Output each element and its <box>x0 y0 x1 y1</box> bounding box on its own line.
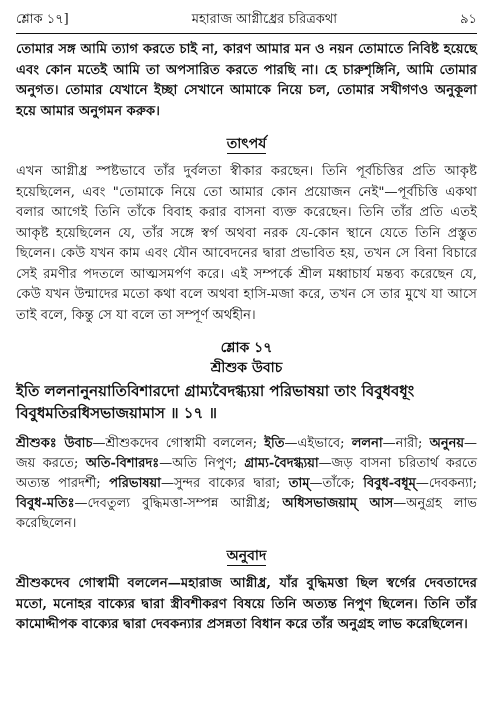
opening-paragraph: তোমার সঙ্গ আমি ত্যাগ করতে চাই না, কারণ আমার মন ও নয়ন তোমাতে নিবিষ্ট হয়েছে এবং কোন মতেই আমি তা অপসারিত করতে পারছি না। হে চারুশৃঙ্গিনি, আমি তোমার অনুগত। তোমার যেখানে ইচ্ছা সেখানে আমাকে নিয়ে চল, তোমার সখীগণও অনুকূলা হয়ে আমার অনুগমন করুক। <box>16 42 477 119</box>
translation-text: শ্রীশুকদেব গোস্বামী বললেন—মহারাজ আগ্নীধ্র, যাঁর বুদ্ধিমত্তা ছিল স্বর্গের দেবতাদের মতো, মনোহর বাক্যের দ্বারা স্ত্রীবশীকরণ বিষয়ে তিনি অত্যন্ত নিপুণ ছিলেন। তিনি তাঁর কামোদ্দীপক বাক্যের দ্বারা দেবকন্যার প্রসন্নতা বিধান করে তাঁর অনুগ্রহ লাভ করেছিলেন। <box>16 576 477 632</box>
synonym-meaning: শ্রীশুকদেব গোস্বামী বললেন <box>105 436 253 451</box>
synonym-meaning: জড় বাসনা চরিতার্থ করতে অত্যন্ত পারদর্শী <box>16 456 478 491</box>
purport-text: এখন আগ্নীধ্র স্পষ্টভাবে তাঁর দুর্বলতা স্বীকার করছেন। তিনি পূর্বচিত্তির প্রতি আকৃষ্ট হয়েছিলেন, এবং "তোমাকে নিয়ে তো আমার কোন প্রয়োজন নেই"—পূর্বচিত্তি একথা বলার আগেই তিনি তাঁকে বিবাহ করার বাসনা ব্যক্ত করেছেন। তিনি তাঁর প্রতি এতই আকৃষ্ট হয়েছিলেন যে, তাঁর সঙ্গে স্বর্গ অথবা নরক যে-কোন স্থানে যেতে তিনি প্রস্তুত ছিলেন। কেউ যখন কাম এবং যৌন আবেদনের দ্বারা প্রভাবিত হয়, তখন সে বিনা বিচারে সেই রমণীর পদতলে আত্মসমর্পণ করে। এই সম্পর্কে শ্রীল মধ্বাচার্য মন্তব্য করেছেন যে, কেউ যখন উন্মাদের মতো কথা বলে অথবা হাসি-মজা করে, তখন সে তার মুখে যা আসে তাই বলে, কিন্তু সে যা বলে তা সম্পূর্ণ অর্থহীন। <box>16 164 477 323</box>
synonym-term: তাম্ <box>288 476 310 491</box>
header-verse-ref: শ্লোক ১৭] <box>16 12 69 27</box>
synonym-meaning: দেবতুল্য বুদ্ধিমত্তা-সম্পন্ন আগ্নীধ্র <box>87 496 266 511</box>
synonym-term: বিবুধ-বধূম্ <box>363 476 416 491</box>
synonym-term: বিবুধ-মতিঃ <box>16 496 75 511</box>
synonym-term: ইতি <box>264 436 285 451</box>
synonyms: শ্রীশুকঃ উবাচ—শ্রীশুকদেব গোস্বামী বললেন; ইতি—এইভাবে; ললনা—নারী; অনুনয়—জয় করতে; অতি-বিশারদঃ—অতি নিপুণ; গ্রাম্য-বৈদগ্ধ্যয়া—জড় বাসনা চরিতার্থ করতে অত্যন্ত পারদর্শী; পরিভাষয়া—সুন্দর বাক্যের দ্বারা; তাম্—তাঁকে; বিবুধ-বধূম্—দেবকন্যা; বিবুধ-মতিঃ—দেবতুল্য বুদ্ধিমত্তা-সম্পন্ন আগ্নীধ্র; অধিসভাজয়াম্ আস—অনুগ্রহ লাভ করেছিলেন। <box>16 436 478 531</box>
header-rule <box>16 33 477 34</box>
synonym-term: অধিসভাজয়াম্ আস <box>282 496 394 511</box>
synonym-meaning: অনুগ্রহ লাভ করেছিলেন <box>16 496 477 531</box>
synonym-meaning: সুন্দর বাক্যের দ্বারা <box>173 476 276 491</box>
verse-speaker: শ্রীশুক উবাচ <box>210 360 283 376</box>
synonym-term: শ্রীশুকঃ উবাচ <box>16 436 93 451</box>
verse-label: শ্লোক ১৭ <box>220 340 273 356</box>
synonym-meaning: অতি নিপুণ <box>172 456 233 471</box>
translation-heading: অনুবাদ <box>226 548 267 564</box>
synonym-term: ললনা <box>351 436 383 451</box>
synonym-meaning: এইভাবে <box>297 436 341 451</box>
purport-heading: তাৎপর্য <box>226 136 267 152</box>
synonym-term: অতি-বিশারদঃ <box>85 456 160 471</box>
verse-text: ইতি ললনানুনয়াতিবিশারদো গ্রাম্যবৈদগ্ধ্যয়া পরিভাষয়া তাং বিবুধবধূং বিবুধমতিরধিসভাজয়ামাস ॥ ১৭ ॥ <box>16 382 415 422</box>
running-header <box>16 10 477 31</box>
synonym-term: গ্রাম্য-বৈদগ্ধ্যয়া <box>244 456 319 471</box>
synonym-term: পরিভাষয়া <box>109 476 161 491</box>
page-number: ৯১ <box>460 12 477 27</box>
header-title: মহারাজ আগ্নীধ্রের চরিত্রকথা <box>191 12 338 27</box>
verse-block <box>16 338 477 424</box>
synonym-meaning: তাঁকে <box>322 476 351 491</box>
synonym-meaning: দেবকন্যা <box>428 476 473 491</box>
synonym-term: অনুনয় <box>429 436 465 451</box>
synonym-meaning: জয় করতে <box>16 456 74 471</box>
synonym-meaning: নারী <box>395 436 419 451</box>
